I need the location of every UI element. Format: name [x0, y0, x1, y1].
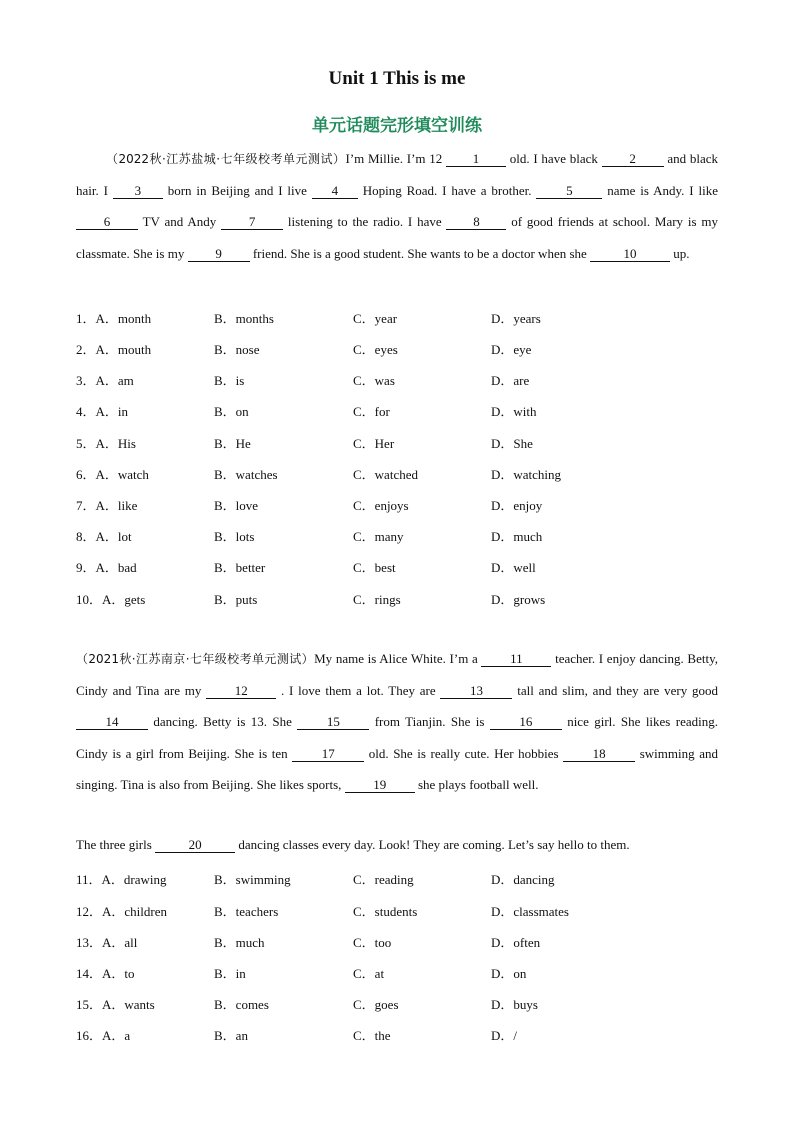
blank-10: 10: [590, 247, 670, 262]
blank-12: 12: [206, 684, 276, 699]
question-11: 11．A．drawing B．swimming C．reading D．dancing: [76, 872, 555, 887]
blank-5: 5: [536, 184, 602, 199]
passage-2: （2021秋·江苏南京·七年级校考单元测试）My name is Alice White. I’m a 11 teacher. I enjoy dancing. Betty, Cindy and Tina are my 12 . I love them a lot. They are 13 tall and slim, and they are very good 14 dancing. Betty is 13. She 15 from Tianjin. She is 16 nice girl. She likes reading. Cindy is a girl from Beijing. She is ten 17 old. She is really cute. Her hobbies 18 swimming and singing. Tina is also from Beijing. She likes sports, 19 she plays football well.: [76, 651, 719, 792]
question-7: 7．A．like B．love C．enjoys D．enjoy: [76, 498, 543, 513]
question-3: 3．A．am B．is C．was D．are: [76, 373, 530, 388]
question-16: 16．A．a B．an C．the D．/: [76, 1028, 518, 1043]
question-2: 2．A．mouth B．nose C．eyes D．eye: [76, 342, 532, 357]
blank-20: 20: [155, 838, 235, 853]
blank-13: 13: [440, 684, 512, 699]
page-title: Unit 1 This is me: [328, 68, 466, 89]
blank-1: 1: [446, 152, 506, 167]
question-5: 5．A．His B．He C．Her D．She: [76, 436, 533, 451]
question-13: 13．A．all B．much C．too D．often: [76, 935, 541, 950]
blank-8: 8: [446, 215, 506, 230]
question-15: 15．A．wants B．comes C．goes D．buys: [76, 997, 538, 1012]
blank-2: 2: [602, 152, 664, 167]
question-12: 12．A．children B．teachers C．students D．classmates: [76, 904, 569, 919]
blank-6: 6: [76, 215, 138, 230]
question-9: 9．A．bad B．better C．best D．well: [76, 560, 536, 575]
passage-source: （2022秋·江苏盐城·七年级校考单元测试）: [106, 152, 346, 166]
blank-15: 15: [297, 715, 369, 730]
question-4: 4．A．in B．on C．for D．with: [76, 404, 537, 419]
blank-14: 14: [76, 715, 148, 730]
blank-9: 9: [188, 247, 250, 262]
blank-16: 16: [490, 715, 562, 730]
blank-19: 19: [345, 778, 415, 793]
blank-4: 4: [312, 184, 358, 199]
passage-1: （2022秋·江苏盐城·七年级校考单元测试）I’m Millie. I’m 12 1 old. I have black 2 and black hair. I 3 born in Beijing and I live 4 Hoping Road. I have a brother. 5 name is Andy. I like 6 TV and Andy 7 listening to the radio. I have 8 of good friends at school. Mary is my classmate. She is my 9 friend. She is a good student. She wants to be a doctor when she 10 up.: [76, 151, 719, 261]
blank-17: 17: [292, 747, 364, 762]
question-14: 14．A．to B．in C．at D．on: [76, 966, 527, 981]
blank-18: 18: [563, 747, 635, 762]
blank-3: 3: [113, 184, 163, 199]
question-1: 1．A．month B．months C．year D．years: [76, 311, 541, 326]
passage-source: （2021秋·江苏南京·七年级校考单元测试）: [76, 652, 315, 666]
passage-2-last-line: The three girls 20 dancing classes every day. Look! They are coming. Let’s say hello to them.: [76, 837, 630, 852]
question-8: 8．A．lot B．lots C．many D．much: [76, 529, 543, 544]
page-subtitle: 单元话题完形填空训练: [312, 116, 482, 136]
blank-11: 11: [481, 652, 551, 667]
blank-7: 7: [221, 215, 283, 230]
question-6: 6．A．watch B．watches C．watched D．watching: [76, 467, 562, 482]
question-10: 10．A．gets B．puts C．rings D．grows: [76, 592, 546, 607]
